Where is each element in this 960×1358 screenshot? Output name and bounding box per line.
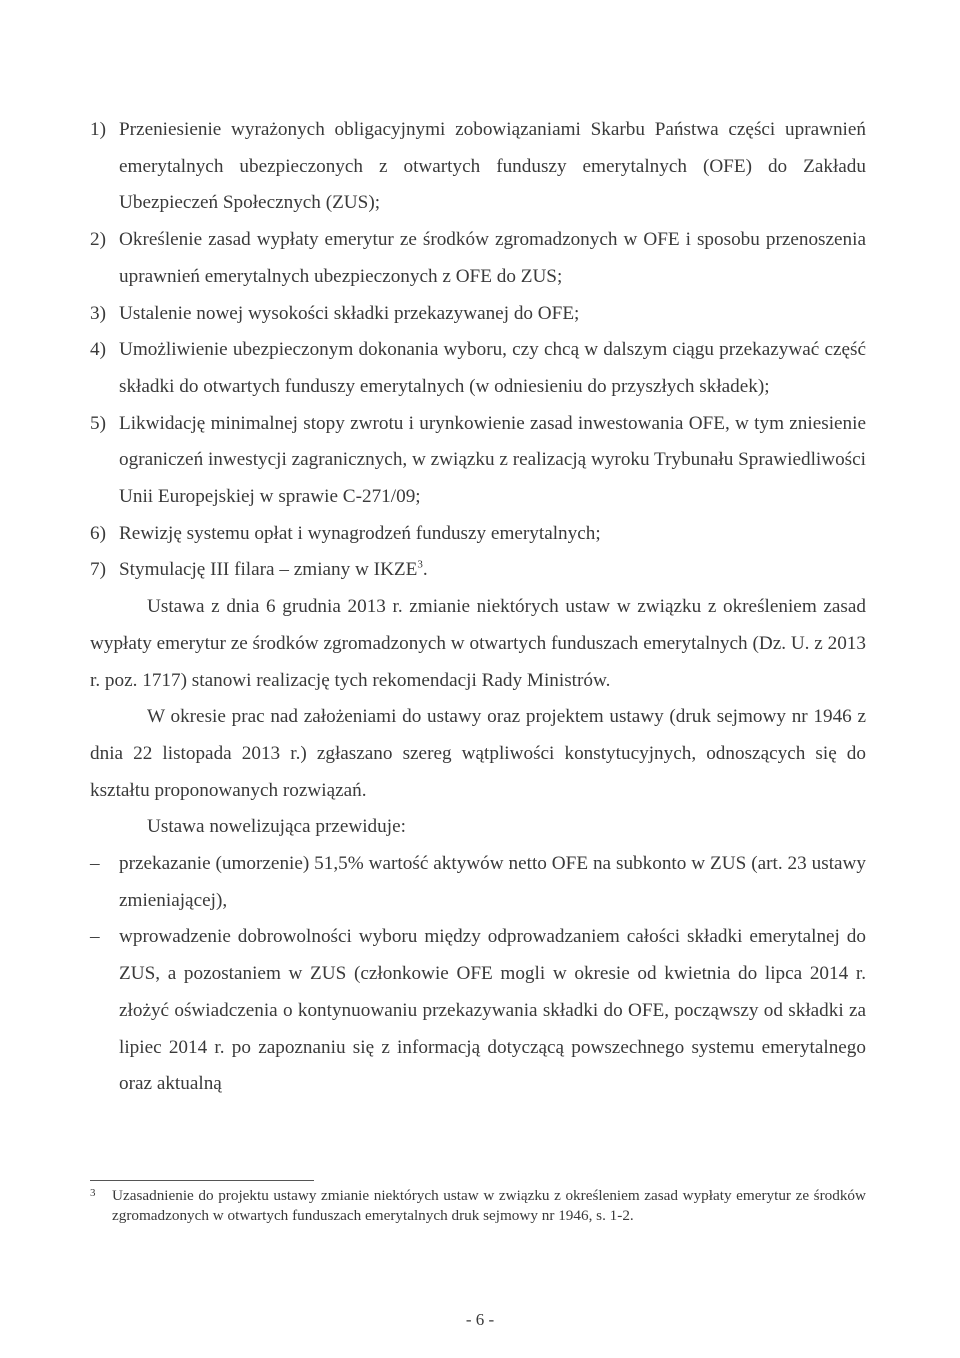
list-text: Rewizję systemu opłat i wynagrodzeń funduszy emerytalnych; xyxy=(119,522,601,544)
list-text: Likwidację minimalnej stopy zwrotu i urynkowienie zasad inwestowania OFE, w tym zniesienie ograniczeń inwestycji zagranicznych, w związku z realizacją wyroku Trybunału Sprawiedliwości Unii Europejskiej w sprawie C-271/09; xyxy=(119,412,866,508)
dash-bullet: – xyxy=(90,853,100,875)
list-item-4 xyxy=(90,332,866,405)
list-item-5 xyxy=(90,406,866,516)
list-item-6 xyxy=(90,516,866,553)
dash-bullet: – xyxy=(90,926,100,948)
list-item-2 xyxy=(90,222,866,295)
page-number: - 6 - xyxy=(465,1310,495,1329)
list-number: 6) xyxy=(90,522,106,544)
footnote-number: 3 xyxy=(90,1187,96,1199)
dash-list-item-2 xyxy=(90,919,866,1103)
paragraph-amending-act-intro: Ustawa nowelizująca przewiduje: xyxy=(147,816,406,838)
list-text: Umożliwienie ubezpieczonym dokonania wyboru, czy chcą w dalszym ciągu przekazywać część składki do otwartych funduszy emerytalnych (w odniesieniu do przyszłych składek); xyxy=(119,339,866,397)
list-text: Ustalenie nowej wysokości składki przekazywanej do OFE; xyxy=(119,302,580,324)
list-number: 2) xyxy=(90,229,106,251)
paragraph-act-summary: Ustawa z dnia 6 grudnia 2013 r. zmianie niektórych ustaw w związku z określeniem zasad wypłaty emerytur ze środków zgromadzonych w otwartych funduszach emerytalnych (Dz. U. z 2013 r. poz. 1717) stanowi realizację tych rekomendacji Rady Ministrów. xyxy=(90,596,866,691)
list-item-7 xyxy=(90,552,866,589)
list-text: Przeniesienie wyrażonych obligacyjnymi zobowiązaniami Skarbu Państwa części uprawnień emerytalnych ubezpieczonych z otwartych funduszy emerytalnych (OFE) do Zakładu Ubezpieczeń Społecznych (ZUS); xyxy=(119,119,866,214)
main-text xyxy=(90,112,866,1103)
footnote-text: Uzasadnienie do projektu ustawy zmianie niektórych ustaw w związku z określeniem zasad wypłaty emerytur ze środków zgromadzonych w otwartych funduszach emerytalnych druk sejmowy nr 1946, s. 1-2. xyxy=(112,1187,866,1224)
list-text-tail: . xyxy=(422,559,428,581)
list-item-3 xyxy=(90,296,866,333)
footnote xyxy=(90,1186,866,1226)
list-number: 7) xyxy=(90,559,106,581)
list-number: 5) xyxy=(90,412,106,434)
list-text: Określenie zasad wypłaty emerytur ze środków zgromadzonych w OFE i sposobu przenoszenia uprawnień emerytalnych ubezpieczonych z OFE do ZUS; xyxy=(119,229,866,287)
paragraph-constitutional-doubts: W okresie prac nad założeniami do ustawy oraz projektem ustawy (druk sejmowy nr 1946 z dnia 22 listopada 2013 r.) zgłaszano szereg wątpliwości konstytucyjnych, odnoszących się do kształtu proponowanych rozwiązań. xyxy=(90,706,866,801)
footnote-reference[interactable]: 3 xyxy=(417,559,423,572)
dash-list-item-1 xyxy=(90,846,866,919)
list-number: 3) xyxy=(90,302,106,324)
footnote-separator xyxy=(90,1180,314,1181)
list-number: 1) xyxy=(90,119,106,140)
dash-item-text: wprowadzenie dobrowolności wyboru między odprowadzaniem całości składki emerytalnej do ZUS, a pozostaniem w ZUS (członkowie OFE mogli w okresie od kwietnia do lipca 2014 r. złożyć oświadczenia o kontynuowaniu przekazywania składki do OFE, począwszy od składki za lipiec 2014 r. po zapoznaniu się z informacją dotyczącą powszechnego systemu emerytalnego oraz aktualną xyxy=(119,926,866,1095)
list-item-1 xyxy=(90,112,866,222)
list-text: Stymulację III filara – zmiany w IKZE xyxy=(119,559,418,581)
dash-item-text: przekazanie (umorzenie) 51,5% wartość aktywów netto OFE na subkonto w ZUS (art. 23 ustawy zmieniającej), xyxy=(119,853,866,911)
list-number: 4) xyxy=(90,339,106,361)
